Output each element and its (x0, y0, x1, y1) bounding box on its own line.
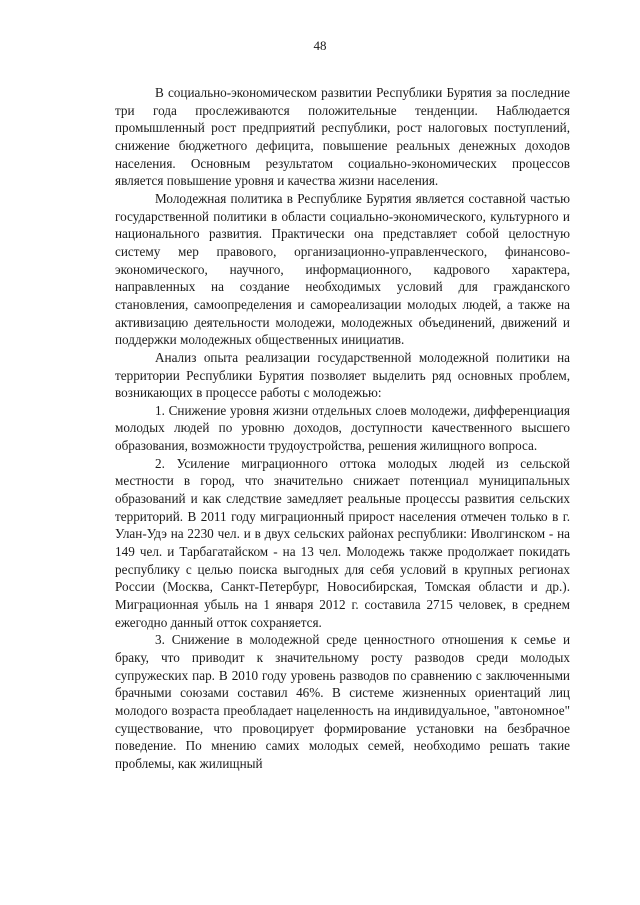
paragraph-analysis-intro: Анализ опыта реализации государственной молодежной политики на территории Республики Бурятия позволяет выделить ряд основных проблем, возникающих в процессе работы с молодежью: (115, 349, 570, 401)
paragraph-problem-2: 2. Усиление миграционного оттока молодых людей из сельской местности в город, что значительно снижает потенциал муниципальных образований и как следствие замедляет реальные процессы развития сельских территорий. В 2011 году миграционный прирост населения отмечен только в г. Улан-Удэ на 2230 чел. и в двух сельских районах республики: Иволгинском - на 149 чел. и Тарбагатайском - на 13 чел. Молодежь также продолжает покидать республику с целью поиска выгодных для себя условий в крупных регионах России (Москва, Санкт-Петербург, Новосибирская, Томская области и др.). Миграционная убыль на 1 января 2012 г. составила 2715 человек, в среднем ежегодно данный отток сохраняется. (115, 455, 570, 630)
paragraph-problem-1: 1. Снижение уровня жизни отдельных слоев молодежи, дифференциация молодых людей по уровню доходов, доступности качественного высшего образования, возможности трудоустройства, решения жилищного вопроса. (115, 402, 570, 454)
paragraph-problem-3: 3. Снижение в молодежной среде ценностного отношения к семье и браку, что приводит к значительному росту разводов среди молодых супружеских пар. В 2010 году уровень разводов по сравнению с заключенными брачными союзами составил 46%. В системе жизненных ориентаций лиц молодого возраста преобладает нацеленность на индивидуальное, "автономное" существование, что провоцирует формирование установки на безбрачное поведение. По мнению самих молодых семей, необходимо решать такие проблемы, как жилищный (115, 632, 570, 771)
page-number: 48 (313, 38, 327, 53)
paragraph-youth-policy: Молодежная политика в Республике Бурятия является составной частью государственной политики в области социально-экономического, культурного и национального развития. Практически она представляет собой целостную систему мер правового, организационно-управленческого, финансово-экономического, научного, информационного, кадрового характера, направленных на создание необходимых условий для гражданского становления, самоопределения и самореализации молодых людей, а также на активизацию деятельности молодежи, молодежных объединений, движений и поддержки молодежных общественных инициатив. (115, 190, 570, 348)
paragraph-economic-development: В социально-экономическом развитии Республики Бурятия за последние три года прослеживаются положительные тенденции. Наблюдается промышленный рост предприятий республики, рост налоговых поступлений, снижение бюджетного дефицита, повышение реальных денежных доходов населения. Основным результатом социально-экономических процессов является повышение уровня и качества жизни населения. (115, 85, 570, 189)
document-body (115, 84, 570, 773)
